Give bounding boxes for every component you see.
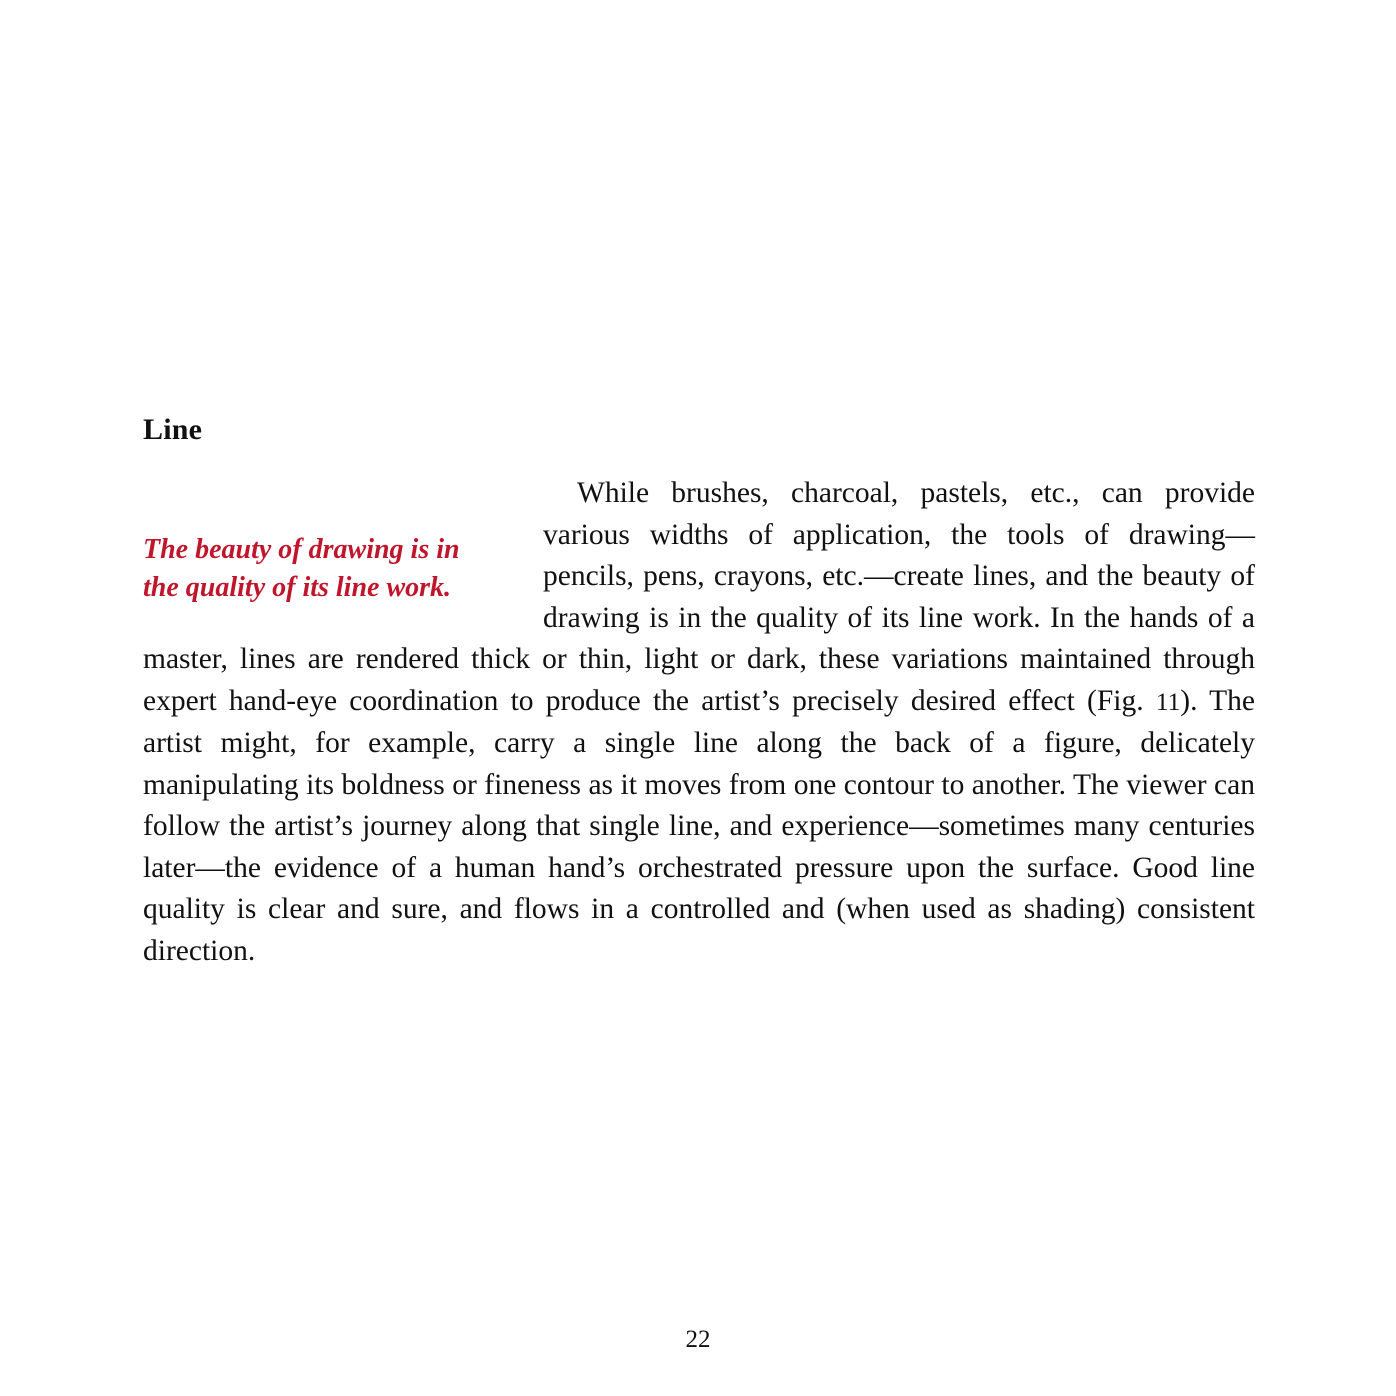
figure-reference: 11 [1155,687,1181,716]
paragraph-text-part-1: While brushes, charcoal, pastels, etc., can provide various widths of application, the tools of drawing—pencils, pens, crayons, etc.—create lines, and the beauty of drawing is in the quality of its line work. In the hands of a master, lines are rendered thick or thin, light or dark, these variations maintained through expert hand-eye coordination to produce the artist’s precisely desired effect (Fig. [143,477,1255,717]
paragraph-text-part-2: ). The artist might, for example, carry a single line along the back of a figure, delicately manipulating its boldness or fineness as it moves from one contour to another. The viewer can follow the artist’s journey along that single line, and experience—sometimes many centuries later—the evidence of a human hand’s orchestrated pressure upon the surface. Good line quality is clear and sure, and flows in a controlled and (when used as shading) consistent direction. [143,684,1256,967]
page-content [143,415,1255,972]
pull-quote-line-1: The beauty of drawing is in [143,534,460,565]
page-title: Line [143,413,203,446]
pull-quote-line-2: the quality of its line work. [143,572,452,603]
pull-quote [143,531,543,607]
body-paragraph [143,473,1255,972]
page-number: 22 [685,1326,711,1353]
